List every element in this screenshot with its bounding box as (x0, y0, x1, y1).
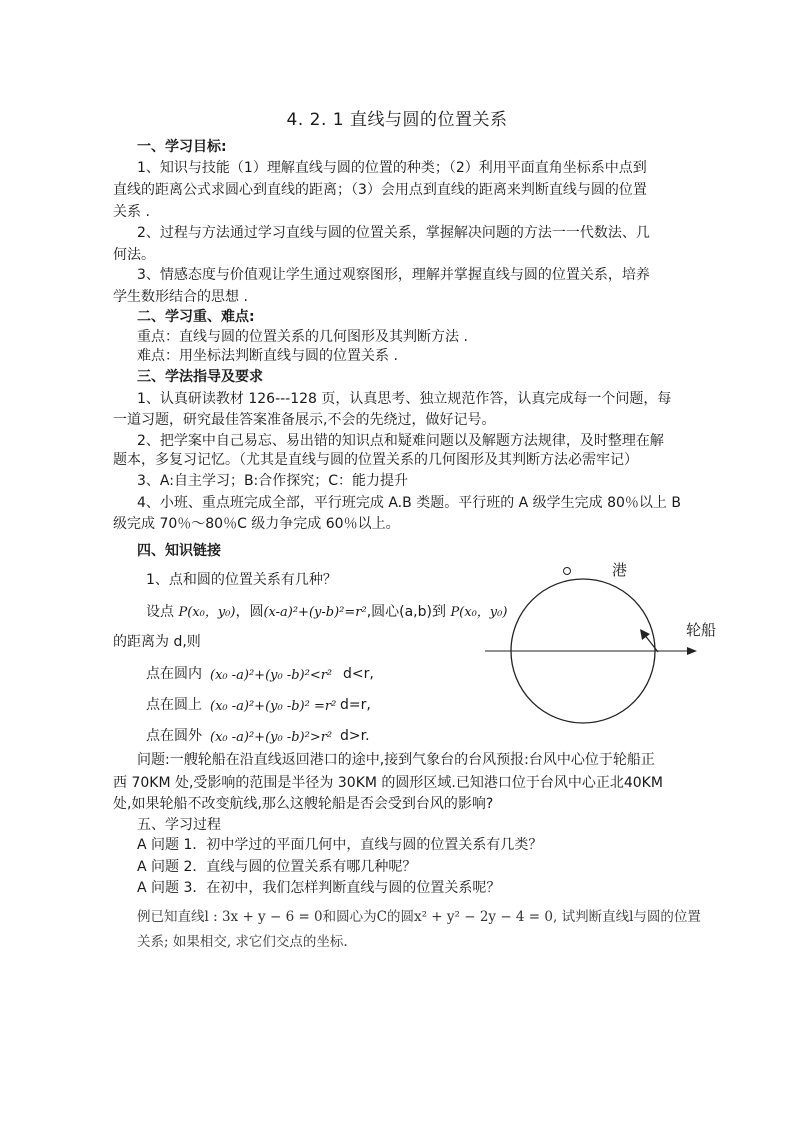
row-on-equation: (x₀ -a)²+(y₀ -b)² =r² (210, 699, 337, 714)
process-question-2: A 问题 2．直线与圆的位置关系有哪几种呢？ (137, 859, 417, 875)
point-p: P(x₀，y₀) (178, 605, 236, 620)
port-marker (564, 568, 571, 575)
problem-line-2: 西 70KM 处,受影响的范围是半径为 30KM 的圆形区域.已知港口位于台风中心正北40KM (113, 775, 663, 791)
row-inside-inequality: (x₀ -a)²+(y₀ -b)²<r² (210, 668, 333, 683)
row-outside-inequality: (x₀ -a)²+(y₀ -b)²>r² (210, 730, 333, 745)
difficult-point: 难点：用坐标法判断直线与圆的位置关系 . (137, 348, 398, 364)
objective-2-line-2: 何法。 (113, 247, 155, 263)
ship-arrowhead (640, 629, 650, 640)
question-point-circle: 1、点和圆的位置关系有几种？ (146, 572, 337, 588)
problem-line-1: 问题:一艘轮船在沿直线返回港口的途中,接到气象台的台风预报:台风中心位于轮船正 (137, 752, 655, 768)
port-label: 港 (612, 561, 628, 579)
guide-2-line-2: 题本，多复习记忆。（尤其是直线与圆的位置关系的几何图形及其判断方法必需牢记） (113, 452, 638, 468)
circle-label: ，圆 (235, 604, 264, 620)
guide-1-line-1: 1、认真研读教材 126---128 页，认真思考、独立规范作答，认真完成每一个问题，每 (137, 391, 672, 407)
process-question-1: A 问题 1．初中学过的平面几何中，直线与圆的位置关系有几类？ (137, 837, 543, 853)
row-on-condition: d=r, (340, 697, 371, 713)
objective-1-line-2: 直线的距离公式求圆心到直线的距离；（3）会用点到直线的距离来判断直线与圆的位置 (113, 182, 647, 198)
guide-3: 3、A:自主学习；B:合作探究；C：能力提升 (137, 473, 409, 489)
objective-3-line-1: 3、情感态度与价值观让学生通过观察图形，理解并掌握直线与圆的位置关系，培养 (137, 267, 650, 283)
ship-label: 轮船 (686, 621, 717, 639)
row-inside-condition: d<r, (343, 666, 374, 682)
objective-2-line-1: 2、过程与方法通过学习直线与圆的位置关系，掌握解决问题的方法一一代数法、几 (137, 225, 650, 241)
distance-text: 的距离为 d,则 (113, 634, 201, 650)
example-line-2: 关系; 如果相交, 求它们交点的坐标. (137, 934, 348, 950)
setup-prefix: 设点 (146, 604, 174, 620)
axis-arrowhead (687, 647, 697, 655)
objective-1-line-1: 1、知识与技能（1）理解直线与圆的位置的种类；（2）利用平面直角坐标系中点到 (137, 160, 647, 176)
heading-key-points: 二、学习重、难点: (137, 309, 255, 325)
guide-2-line-1: 2、把学案中自己易忘、易出错的知识点和疑难问题以及解题方法规律，及时整理在解 (137, 433, 664, 449)
row-inside-label: 点在圆内 (146, 666, 202, 682)
guide-4-line-2: 级完成 70％～80％C 级力争完成 60％以上。 (113, 516, 400, 532)
row-outside-label: 点在圆外 (146, 728, 202, 744)
heading-knowledge-link: 四、知识链接 (137, 543, 221, 559)
problem-line-3: 处,如果轮船不改变航线,那么这艘轮船是否会受到台风的影响? (113, 796, 494, 812)
center-text: ,圆心(a,b)到 (366, 604, 446, 620)
heading-objectives: 一、学习目标: (137, 139, 227, 155)
row-outside-condition: d>r. (340, 728, 370, 744)
point-p-repeat: P(x₀，y₀) (450, 605, 508, 620)
heading-learning-process: 五、学习过程 (137, 817, 221, 833)
objective-3-line-2: 学生数形结合的思想 . (113, 289, 248, 305)
example-line-1: 例已知直线l : 3x + y − 6 = 0和圆心为C的圆x² + y² − 2y − 4 = 0, 试判断直线l与圆的位置 (137, 909, 701, 925)
guide-4-line-1: 4、小班、重点班完成全部，平行班完成 A.B 类题。平行班的 A 级学生完成 80％以上 B (137, 495, 681, 511)
objective-1-line-3: 关系 . (113, 204, 150, 220)
page-title: 4. 2. 1 直线与圆的位置关系 (286, 110, 508, 130)
key-point: 重点：直线与圆的位置关系的几何图形及其判断方法 . (137, 329, 468, 345)
process-question-3: A 问题 3．在初中，我们怎样判断直线与圆的位置关系呢？ (137, 880, 501, 896)
circle-equation: (x-a)²+(y-b)²=r² (263, 605, 367, 620)
row-on-label: 点在圆上 (146, 697, 202, 713)
guide-1-line-2: 一道习题，研究最佳答案准备展示,不会的先绕过，做好记号。 (113, 412, 496, 428)
heading-study-guide: 三、学法指导及要求 (137, 369, 263, 385)
